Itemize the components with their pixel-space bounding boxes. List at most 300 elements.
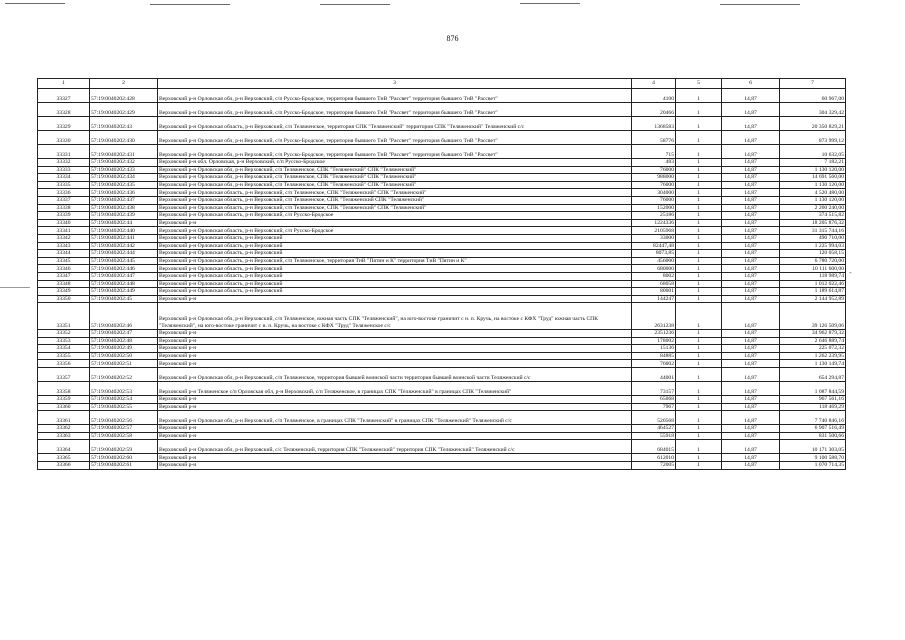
column-header: 2: [90, 79, 158, 89]
table-cell-c5: 1: [676, 189, 722, 197]
table-cell-price: 14,87: [722, 234, 780, 242]
table-cell-area: 7967: [632, 403, 676, 411]
table-cell-price: 14,87: [722, 411, 780, 425]
table-cell-price: 14,87: [722, 196, 780, 204]
table-cell-code: 57:19:0040202:60: [90, 454, 158, 462]
table-cell-area: 82447,48: [632, 242, 676, 250]
table-cell-desc: Верховский р-н Орловская обл, р-н Верховский, с/с Теляженский, территория СПК "Теляженский" территория СПК "Теляженский" Теляженский с/с: [158, 440, 632, 454]
table-cell-price: 14,87: [722, 181, 780, 189]
table-cell-total: 7 182,21: [780, 159, 846, 167]
table-cell-desc: Верховский р-н Орловская обл, р-н Верховский, с/п Теляженское, СПК "Теляженский" СПК "Теляженский": [158, 166, 632, 174]
table-cell-price: 14,87: [722, 303, 780, 330]
table-cell-total: 120 058,15: [780, 250, 846, 258]
table-row: [38, 368, 846, 382]
table-cell-n: 33365: [38, 454, 90, 462]
table-cell-total: 1 225 994,03: [780, 242, 846, 250]
table-header-row: [38, 79, 846, 89]
table-cell-n: 33350: [38, 295, 90, 303]
table-cell-desc: Верховский р-н Орловская область, р-н Верховский: [158, 280, 632, 288]
table-cell-desc: Верховский р-н Орловская область, р-н Верховский, с/п Теляженское, СПК "Теляженский" СПК "Теляженский": [158, 189, 632, 197]
table-cell-n: 33362: [38, 425, 90, 433]
table-cell-desc: Верховский р-н: [158, 432, 632, 440]
table-cell-c5: 1: [676, 196, 722, 204]
table-cell-price: 14,87: [722, 462, 780, 470]
table-cell-total: 31 315 744,16: [780, 227, 846, 235]
table-cell-desc: Верховский р-н Орловская обл, р-н Верховский, с/п Теляженское, СПК "Теляженский" СПК "Теляженский": [158, 174, 632, 182]
table-cell-area: 33000: [632, 234, 676, 242]
table-row: [38, 403, 846, 411]
table-cell-n: 33339: [38, 212, 90, 220]
table-cell-price: 14,87: [722, 368, 780, 382]
table-cell-c5: 1: [676, 360, 722, 368]
table-cell-code: 57:19:0040202:444: [90, 250, 158, 258]
table-row: [38, 204, 846, 212]
table-cell-c5: 1: [676, 103, 722, 117]
table-cell-area: 680000: [632, 265, 676, 273]
table-cell-n: 33338: [38, 204, 90, 212]
table-cell-area: 8073,85: [632, 250, 676, 258]
table-row: [38, 462, 846, 470]
table-cell-c5: 1: [676, 303, 722, 330]
table-row: [38, 288, 846, 296]
table-cell-desc: Верховский р-н Орловская область, р-н Верховский, с/п Теляженское, территория СПК "Теляженский" территория СПК "Теляженский" Теляженский с/с: [158, 117, 632, 131]
table-cell-code: 57:19:0040202:51: [90, 360, 158, 368]
table-cell-code: 57:19:0040202:433: [90, 166, 158, 174]
table-row: [38, 330, 846, 338]
table-cell-code: 57:19:0040202:440: [90, 227, 158, 235]
table-cell-c5: 1: [676, 272, 722, 280]
table-cell-n: 33329: [38, 117, 90, 131]
table-cell-desc: Верховский р-н Орловская область, р-н Верховский: [158, 250, 632, 258]
table-row: [38, 396, 846, 404]
table-cell-c5: 1: [676, 330, 722, 338]
table-cell-area: 84885: [632, 352, 676, 360]
table-cell-code: 57:19:0040202:52: [90, 368, 158, 382]
table-cell-price: 14,87: [722, 131, 780, 145]
table-cell-total: 7 740 846,16: [780, 411, 846, 425]
table-cell-code: 57:19:0040202:428: [90, 89, 158, 103]
table-cell-desc: Верховский р-н: [158, 219, 632, 227]
table-cell-total: 6 907 516,49: [780, 425, 846, 433]
table-cell-area: 76002: [632, 360, 676, 368]
table-cell-desc: Верховский р-н: [158, 345, 632, 353]
table-cell-code: 57:19:0040202:56: [90, 411, 158, 425]
column-header: 1: [38, 79, 90, 89]
table-cell-c5: 1: [676, 166, 722, 174]
table-cell-price: 14,87: [722, 330, 780, 338]
table-row: [38, 174, 846, 182]
table-cell-price: 14,87: [722, 396, 780, 404]
table-cell-c5: 1: [676, 337, 722, 345]
table-cell-n: 33364: [38, 440, 90, 454]
scan-artifact-line: [5, 3, 65, 4]
table-cell-n: 33342: [38, 234, 90, 242]
table-cell-c5: 1: [676, 242, 722, 250]
table-cell-c5: 1: [676, 462, 722, 470]
table-cell-price: 14,87: [722, 425, 780, 433]
table-cell-total: 2 646 889,74: [780, 337, 846, 345]
table-cell-area: 684015: [632, 440, 676, 454]
scan-artifact-line: [150, 4, 230, 5]
table-cell-desc: Верховский р-н Орловская область, р-н Верховский, с/п Русско-Бродское: [158, 227, 632, 235]
table-cell-n: 33348: [38, 280, 90, 288]
table-cell-total: 39 126 509,06: [780, 303, 846, 330]
table-row: [38, 337, 846, 345]
scan-artifact-line: [0, 287, 30, 288]
table-cell-code: 57:19:0040202:435: [90, 181, 158, 189]
table-cell-n: 33360: [38, 403, 90, 411]
table-cell-area: 4100: [632, 89, 676, 103]
table-cell-n: 33340: [38, 219, 90, 227]
scan-artifact-line: [520, 3, 580, 4]
table-cell-desc: Верховский р-н: [158, 396, 632, 404]
table-cell-c5: 1: [676, 227, 722, 235]
table-cell-area: 483: [632, 159, 676, 167]
table-cell-area: 715: [632, 145, 676, 159]
table-cell-area: 58776: [632, 131, 676, 145]
table-cell-c5: 1: [676, 411, 722, 425]
table-cell-n: 33328: [38, 103, 90, 117]
table-cell-price: 14,87: [722, 204, 780, 212]
table-cell-code: 57:19:0040202:429: [90, 103, 158, 117]
table-cell-desc: Верховский р-н Орловская область, р-н Верховский: [158, 265, 632, 273]
table-cell-price: 14,87: [722, 440, 780, 454]
table-cell-c5: 1: [676, 234, 722, 242]
table-cell-area: 80001: [632, 288, 676, 296]
table-cell-code: 57:19:0040202:50: [90, 352, 158, 360]
table-cell-c5: 1: [676, 89, 722, 103]
table-row: [38, 295, 846, 303]
table-cell-n: 33337: [38, 196, 90, 204]
table-cell-code: 57:19:0040202:57: [90, 425, 158, 433]
table-row: [38, 280, 846, 288]
table-cell-price: 14,87: [722, 117, 780, 131]
table-cell-n: 33355: [38, 352, 90, 360]
table-row: [38, 360, 846, 368]
table-cell-c5: 1: [676, 345, 722, 353]
table-cell-desc: Верховский р-н: [158, 330, 632, 338]
table-row: [38, 250, 846, 258]
table-cell-area: 76000: [632, 181, 676, 189]
table-cell-price: 14,87: [722, 360, 780, 368]
table-row: [38, 272, 846, 280]
table-cell-n: 33361: [38, 411, 90, 425]
table-cell-c5: 1: [676, 280, 722, 288]
table-cell-n: 33332: [38, 159, 90, 167]
table-cell-price: 14,87: [722, 272, 780, 280]
table-row: [38, 219, 846, 227]
table-cell-area: 20466: [632, 103, 676, 117]
table-row: [38, 166, 846, 174]
table-cell-n: 33356: [38, 360, 90, 368]
table-cell-area: 456000: [632, 257, 676, 265]
table-cell-c5: 1: [676, 257, 722, 265]
table-cell-price: 14,87: [722, 288, 780, 296]
table-cell-desc: Верховский р-н Теляженское с/п Орловская обл, р-н Верховский, с/п Теляженское, в границах СПК "Теляженский" в границах СПК "Теляженский": [158, 382, 632, 396]
table-cell-desc: Верховский р-н: [158, 462, 632, 470]
table-cell-area: 55918: [632, 432, 676, 440]
table-cell-c5: 1: [676, 212, 722, 220]
table-cell-desc: Верховский р-н: [158, 360, 632, 368]
table-cell-price: 14,87: [722, 174, 780, 182]
table-cell-area: 44001: [632, 368, 676, 382]
table-cell-total: 1 262 239,95: [780, 352, 846, 360]
table-cell-c5: 1: [676, 432, 722, 440]
table-cell-c5: 1: [676, 204, 722, 212]
table-cell-n: 33352: [38, 330, 90, 338]
table-cell-code: 57:19:0040202:446: [90, 265, 158, 273]
table-cell-area: 612010: [632, 454, 676, 462]
table-cell-total: 1 012 022,46: [780, 280, 846, 288]
table-cell-c5: 1: [676, 440, 722, 454]
table-cell-price: 14,87: [722, 265, 780, 273]
table-cell-area: 76000: [632, 196, 676, 204]
table-cell-n: 33353: [38, 337, 90, 345]
table-cell-total: 60 967,00: [780, 89, 846, 103]
table-cell-code: 57:19:0040202:441: [90, 234, 158, 242]
table-cell-price: 14,87: [722, 89, 780, 103]
table-cell-code: 57:19:0040202:436: [90, 189, 158, 197]
table-cell-desc: Верховский р-н Орловская обл, р-н Верховский, с/п Теляженское, в границах СПК "Теляженский" в границах СПК "Теляженский" Теляженский с/с: [158, 411, 632, 425]
table-cell-code: 57:19:0040202:430: [90, 131, 158, 145]
table-cell-c5: 1: [676, 174, 722, 182]
scan-artifact-mark: -: [849, 268, 852, 277]
table-cell-desc: Верховский р-н обл. Орловская, р-н Верховский, с/п Русско-Бродское: [158, 159, 632, 167]
table-cell-desc: Верховский р-н: [158, 352, 632, 360]
table-cell-total: 1 130 120,00: [780, 196, 846, 204]
table-row: [38, 440, 846, 454]
table-cell-code: 57:19:0040202:437: [90, 196, 158, 204]
table-cell-code: 57:19:0040202:46: [90, 303, 158, 330]
table-cell-area: 2351236: [632, 330, 676, 338]
table-cell-n: 33359: [38, 396, 90, 404]
table-cell-code: 57:19:0040202:47: [90, 330, 158, 338]
table-row: [38, 352, 846, 360]
table-cell-desc: Верховский р-н Орловская область, р-н Верховский, с/п Теляженское, территория ТнВ "Пятин и К" территория ТнВ "Пятин и К": [158, 257, 632, 265]
table-row: [38, 411, 846, 425]
table-cell-desc: Верховский р-н Орловская область, р-н Верховский: [158, 234, 632, 242]
table-row: [38, 196, 846, 204]
table-cell-c5: 1: [676, 396, 722, 404]
table-cell-total: 374 515,82: [780, 212, 846, 220]
table-cell-n: 33354: [38, 345, 90, 353]
table-cell-area: 1368583: [632, 117, 676, 131]
table-row: [38, 181, 846, 189]
column-header: 7: [780, 79, 846, 89]
table-cell-total: 1 189 614,87: [780, 288, 846, 296]
table-cell-c5: 1: [676, 352, 722, 360]
table-cell-n: 33333: [38, 166, 90, 174]
table-row: [38, 117, 846, 131]
table-cell-area: 2105968: [632, 227, 676, 235]
table-cell-c5: 1: [676, 117, 722, 131]
table-cell-desc: Верховский р-н: [158, 425, 632, 433]
table-cell-n: 33345: [38, 257, 90, 265]
table-cell-n: 33330: [38, 131, 90, 145]
table-row: [38, 227, 846, 235]
table-cell-desc: Верховский р-н Орловская обл, р-н Верховский, с/п Теляженское, СПК "Теляженский" СПК "Теляженский": [158, 181, 632, 189]
table-cell-total: 2 144 952,89: [780, 295, 846, 303]
registry-table: [37, 78, 846, 470]
table-row: [38, 159, 846, 167]
table-cell-price: 14,87: [722, 454, 780, 462]
table-cell-price: 14,87: [722, 227, 780, 235]
table-cell-c5: 1: [676, 454, 722, 462]
table-cell-total: 654 294,87: [780, 368, 846, 382]
table-cell-n: 33335: [38, 181, 90, 189]
table-cell-price: 14,87: [722, 295, 780, 303]
table-row: [38, 212, 846, 220]
table-cell-area: 520568: [632, 411, 676, 425]
table-cell-desc: Верховский р-н Орловская обл, р-н Верховский, с/п Русско-Бродское, территория бывшего ТнВ "Рассвет" территория бывшего ТнВ "Рассвет": [158, 103, 632, 117]
table-cell-area: 988000: [632, 174, 676, 182]
table-cell-code: 57:19:0040202:432: [90, 159, 158, 167]
table-cell-total: 118 469,29: [780, 403, 846, 411]
table-cell-code: 57:19:0040202:59: [90, 440, 158, 454]
table-cell-total: 118 989,74: [780, 272, 846, 280]
table-cell-n: 33351: [38, 303, 90, 330]
table-cell-code: 57:19:0040202:48: [90, 337, 158, 345]
table-cell-price: 14,87: [722, 242, 780, 250]
table-cell-c5: 1: [676, 368, 722, 382]
table-row: [38, 89, 846, 103]
table-cell-total: 10 632,05: [780, 145, 846, 159]
table-cell-price: 14,87: [722, 345, 780, 353]
table-cell-c5: 1: [676, 219, 722, 227]
table-cell-area: 464527: [632, 425, 676, 433]
table-cell-n: 33366: [38, 462, 90, 470]
table-cell-area: 1224336: [632, 219, 676, 227]
table-cell-code: 57:19:0040202:448: [90, 280, 158, 288]
table-cell-price: 14,87: [722, 432, 780, 440]
table-cell-area: 76000: [632, 166, 676, 174]
table-cell-c5: 1: [676, 425, 722, 433]
table-row: [38, 257, 846, 265]
table-cell-c5: 1: [676, 131, 722, 145]
table-cell-code: 57:19:0040202:442: [90, 242, 158, 250]
table-row: [38, 103, 846, 117]
table-cell-price: 14,87: [722, 166, 780, 174]
table-cell-n: 33331: [38, 145, 90, 159]
table-cell-desc: Верховский р-н Орловская обл, р-н Верховский, с/п Русско-Бродское, территория бывшего ТнВ "Рассвет" территория бывшего ТнВ "Рассвет": [158, 89, 632, 103]
table-cell-code: 57:19:0040202:434: [90, 174, 158, 182]
table-cell-desc: Верховский р-н Орловская обл, р-н Верховский, с/п Русско-Бродское, территория бывшего ТнВ "Рассвет" территория бывшего ТнВ "Рассвет": [158, 145, 632, 159]
table-cell-area: 2631238: [632, 303, 676, 330]
table-row: [38, 454, 846, 462]
table-cell-code: 57:19:0040202:49: [90, 345, 158, 353]
table-cell-price: 14,87: [722, 159, 780, 167]
table-cell-desc: Верховский р-н Орловская область, р-н Верховский: [158, 288, 632, 296]
table-cell-total: 831 500,66: [780, 432, 846, 440]
table-cell-c5: 1: [676, 250, 722, 258]
table-cell-area: 8002: [632, 272, 676, 280]
table-cell-n: 33346: [38, 265, 90, 273]
table-row: [38, 382, 846, 396]
table-cell-code: 57:19:0040202:447: [90, 272, 158, 280]
table-cell-total: 967 561,16: [780, 396, 846, 404]
page-number: 876: [446, 34, 459, 43]
table-cell-price: 14,87: [722, 257, 780, 265]
table-cell-n: 33336: [38, 189, 90, 197]
table-cell-n: 33363: [38, 432, 90, 440]
table-cell-n: 33357: [38, 368, 90, 382]
table-cell-price: 14,87: [722, 219, 780, 227]
table-cell-desc: Верховский р-н: [158, 337, 632, 345]
table-cell-price: 14,87: [722, 212, 780, 220]
table-cell-total: 490 710,00: [780, 234, 846, 242]
table-cell-total: 873 999,12: [780, 131, 846, 145]
table-cell-price: 14,87: [722, 145, 780, 159]
table-cell-total: 4 520 480,00: [780, 189, 846, 197]
table-cell-desc: Верховский р-н Орловская обл, р-н Верховский, с/п Теляженское, территория бывшей воинской части территория бывшей воинской части Теляженский с/с: [158, 368, 632, 382]
table-cell-total: 18 205 876,32: [780, 219, 846, 227]
table-cell-code: 57:19:0040202:439: [90, 212, 158, 220]
table-cell-c5: 1: [676, 181, 722, 189]
table-cell-area: 15136: [632, 345, 676, 353]
table-cell-total: 1 130 120,00: [780, 181, 846, 189]
table-row: [38, 131, 846, 145]
table-cell-total: 1 087 844,59: [780, 382, 846, 396]
table-cell-code: 57:19:0040202:55: [90, 403, 158, 411]
table-cell-area: 304000: [632, 189, 676, 197]
table-row: [38, 234, 846, 242]
table-cell-desc: Верховский р-н Орловская область, р-н Верховский: [158, 242, 632, 250]
table-cell-n: 33327: [38, 89, 90, 103]
table-cell-c5: 1: [676, 295, 722, 303]
table-cell-total: 225 072,32: [780, 345, 846, 353]
table-cell-code: 57:19:0040202:58: [90, 432, 158, 440]
table-cell-code: 57:19:0040202:438: [90, 204, 158, 212]
table-cell-total: 14 691 560,00: [780, 174, 846, 182]
table-cell-n: 33358: [38, 382, 90, 396]
table-cell-price: 14,87: [722, 103, 780, 117]
table-cell-total: 6 780 720,00: [780, 257, 846, 265]
table-cell-desc: Верховский р-н Орловская область, р-н Верховский, с/п Теляженское, СПК "Теляженский" СПК "Теляженский": [158, 204, 632, 212]
table-cell-desc: Верховский р-н: [158, 454, 632, 462]
table-cell-area: 178002: [632, 337, 676, 345]
table-cell-c5: 1: [676, 382, 722, 396]
table-cell-area: 72005: [632, 462, 676, 470]
table-row: [38, 189, 846, 197]
table-cell-code: 57:19:0040202:45: [90, 295, 158, 303]
table-cell-area: 144247: [632, 295, 676, 303]
table-cell-area: 152000: [632, 204, 676, 212]
table-cell-price: 14,87: [722, 352, 780, 360]
table-cell-c5: 1: [676, 159, 722, 167]
table-cell-code: 57:19:0040202:53: [90, 382, 158, 396]
table-cell-c5: 1: [676, 265, 722, 273]
table-cell-desc: Верховский р-н: [158, 295, 632, 303]
table-cell-code: 57:19:0040202:44: [90, 219, 158, 227]
table-cell-code: 57:19:0040202:61: [90, 462, 158, 470]
table-cell-price: 14,87: [722, 189, 780, 197]
table-cell-code: 57:19:0040202:431: [90, 145, 158, 159]
table-row: [38, 432, 846, 440]
table-cell-area: 73157: [632, 382, 676, 396]
table-cell-desc: Верховский р-н Орловская обл, р-н Верховский, с/п Теляженское, южная часть СПК "Теляженский", на юго-востоке граничит с н. п. Кручь, на востоке с КФХ "Труд" южная часть СПК "Теляженский", на юго-востоке граничит с н. п. Кручь, на востоке с КФХ "Труд" Теляженское с/с: [158, 303, 632, 330]
table-cell-code: 57:19:0040202:43: [90, 117, 158, 131]
scan-artifact-line: [320, 4, 390, 5]
column-header: 3: [158, 79, 632, 89]
table-cell-price: 14,87: [722, 250, 780, 258]
table-row: [38, 265, 846, 273]
table-cell-desc: Верховский р-н Орловская обл, р-н Верховский, с/п Русско-Бродское, территория бывшего ТнВ "Рассвет" территория бывшего ТнВ "Рассвет": [158, 131, 632, 145]
table-row: [38, 145, 846, 159]
table-cell-n: 33349: [38, 288, 90, 296]
table-cell-c5: 1: [676, 145, 722, 159]
table-cell-desc: Верховский р-н: [158, 403, 632, 411]
table-cell-area: 65068: [632, 396, 676, 404]
